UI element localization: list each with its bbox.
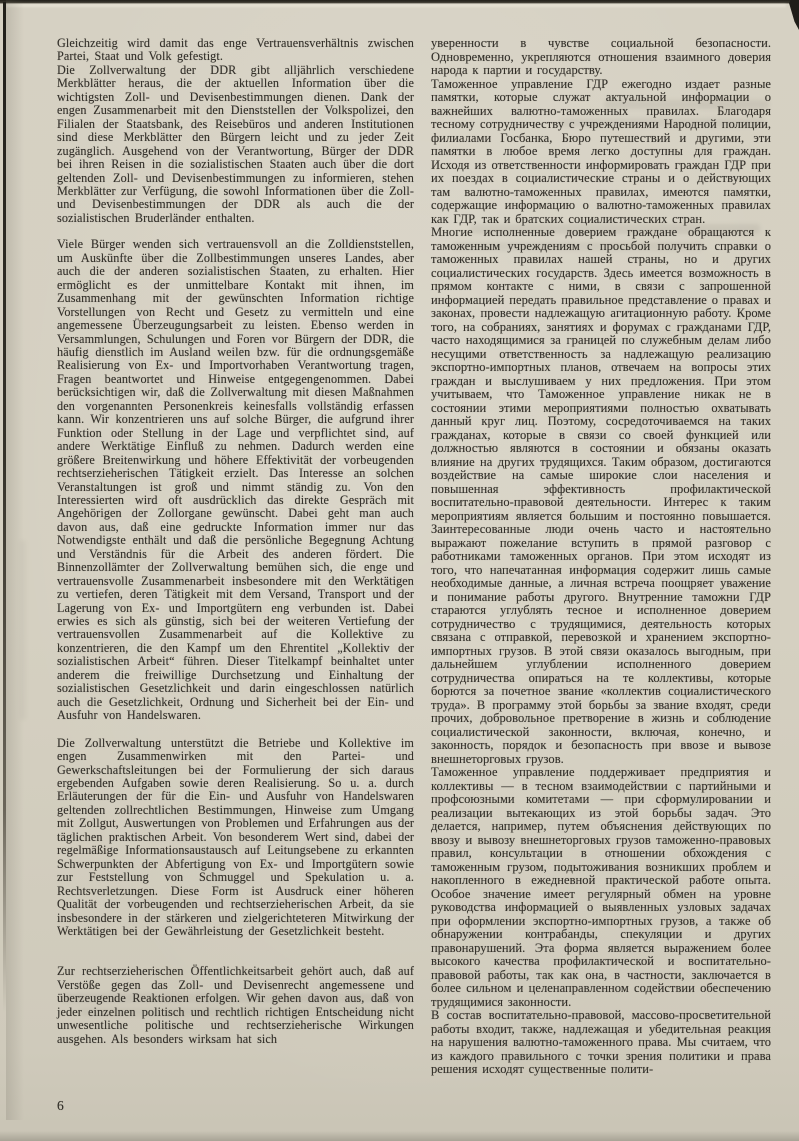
- german-paragraph: Gleichzeitig wird damit das enge Vertrauensverhältnis zwischen Partei, Staat und Volk gefestigt.: [57, 36, 414, 64]
- russian-paragraph: Таможенное управление поддерживает предприятия и коллективы — в тесном взаимодействии с партийными и профсоюзными комитетами — при сформулировании и реализации вытекающих из этой борьбы задач. Это делается, например, путем объяснения действующих по ввозу и вывозу внешнеторговых грузов таможенно-правовых правил, консультации в отношении обхождения с таможенным грузом, подытоживания возникших проблем и накопленного в ежедневной практической работе опыта. Особое значение имеет регулярный обмен на уровне руководства информацией о выявленных узловых задачах при оформлении экспортно-импортных грузов, а также об обнаружении контрабанды, спекуляции и других правонарушений. Эта форма является выражением более высокого качества профилактической и воспитательно-правовой работы, так как она, в частности, заключается в более сильном и целенаправленном содействии обеспечению трудящимися законности.: [431, 765, 771, 1009]
- scan-edge-bottom-shade: [0, 1131, 799, 1141]
- russian-text-column: [431, 37, 771, 1077]
- russian-paragraph: Таможенное управление ГДР ежегодно издает разные памятки, которые служат актуальной информации о важнейших валютно-таможенных правилах. Благодаря тесному сотрудничеству с учреждениями Народной полиции, филиалами Госбанка, Бюро путешествий и другими, эти памятки в любое время легко доступны для граждан. Исходя из ответственности информировать граждан ГДР при их поездах в социалистические страны и о действующих там валютно-таможенных правилах, имеются памятки, содержащие информацию о валютно-таможенных правилах как ГДР, так и братских социалистических стран.: [431, 76, 771, 226]
- german-text-column: [57, 37, 414, 1046]
- german-paragraph: Viele Bürger wenden sich vertrauensvoll an die Zolldienststellen, um Auskünfte über die Zollbestimmungen unseres Landes, aber auch die der anderen sozialistischen Staaten, zu erhalten. Hier ermöglicht es der unmittelbare Kontakt mit ihnen, im Zusammenhang mit der gewünschten Information richtige Vorstellungen von Recht und Gesetz zu vermitteln und eine angemessene Überzeugungsarbeit zu leisten. Ebenso werden in Versammlungen, Schulungen und Foren vor Bürgern der DDR, die häufig dienstlich im Ausland weilen bzw. für die ordnungsgemäße Realisierung von Ex- und Importvorhaben Verantwortung tragen, Fragen beantwortet und Hinweise entgegengenommen. Dabei berücksichtigen wir, daß die Zollverwaltung mit diesen Maßnahmen den vorgenannten Personenkreis keinesfalls vollständig erfassen kann. Wir konzentrieren uns auf solche Bürger, die aufgrund ihrer Funktion oder Stellung in der Lage und verpflichtet sind, auf andere Werktätige Einfluß zu nehmen. Dadurch werden eine größere Breitenwirkung und höhere Effektivität der vorbeugenden rechtserzieherischen Tätigkeit erzielt. Das Interesse an solchen Veranstaltungen ist groß und nimmt ständig zu. Von den Interessierten wird oft ausdrücklich das direkte Gespräch mit Angehörigen der Zollorgane gewünscht. Dabei geht man auch davon aus, daß eine gedruckte Information immer nur das Notwendigste enthält und daß die persönliche Begegnung Achtung und Verständnis für die Arbeit des anderen fördert. Die Binnenzollämter der Zollverwaltung bemühen sich, die enge und vertrauensvolle Zusammenarbeit insbesondere mit den Werktätigen zu vertiefen, deren Tätigkeit mit dem Versand, Transport und der Lagerung von Ex- und Importgütern eng verbunden ist. Dabei erwies es sich als günstig, sich bei der weiteren Vertiefung der vertrauensvollen Zusammenarbeit auf die Kollektive zu konzentrieren, die den Kampf um den Ehrentitel „Kollektiv der sozialistischen Arbeit“ führen. Dieser Titelkampf beinhaltet unter anderem die freiwillige Durchsetzung und Einhaltung der sozialistischen Gesetzlichkeit und darin eingeschlossen natürlich auch die Gesetzlichkeit, Ordnung und Sicherheit bei der Ein- und Ausfuhr von Handelswaren.: [57, 237, 414, 723]
- german-paragraph: Die Zollverwaltung unterstützt die Betriebe und Kollektive im engen Zusammenwirken mit den Partei- und Gewerkschaftsleitungen bei der Formulierung der sich daraus ergebenden Aufgaben sowie deren Realisierung. So u. a. durch Erläuterungen der für die Ein- und Ausfuhr von Handelswaren geltenden zollrechtlichen Bestimmungen, Hinweise zum Umgang mit Zollgut, Auswertungen von Problemen und Erfahrungen aus der täglichen praktischen Arbeit. Von besonderem Wert sind, dabei der regelmäßige Informationsaustausch auf Leitungsebene zu erkannten Schwerpunkten der Abfertigung von Ex- und Importgütern sowie zur Feststellung von Schmuggel und Spekulation u. a. Rechtsverletzungen. Diese Form ist Ausdruck einer höheren Qualität der vorbeugenden und rechtserzieherischen Arbeit, da sie insbesondere in der stärkeren und zielgerichteteren Mitwirkung der Werktätigen bei der Gewährleistung der Gesetzlichkeit besteht.: [57, 735, 414, 938]
- german-paragraph: Zur rechtserzieherischen Öffentlichkeitsarbeit gehört auch, daß auf Verstöße gegen das Zoll- und Devisenrecht angemessene und überzeugende Reaktionen erfolgen. Wir gehen davon aus, daß von jeder einzelnen politisch und rechtlich richtigen Entscheidung nicht unwesentliche politische und rechtserzieherische Wirkungen ausgehen. Als besonders wirksam hat sich: [57, 964, 414, 1046]
- bleed-through-smudge: [20, 540, 26, 720]
- scan-corner-top-right: [789, 0, 799, 30]
- scan-edge-top-highlight: [6, 4, 786, 7]
- page-number: 6: [57, 1098, 64, 1113]
- russian-paragraph: Многие исполненные доверием граждане обращаются к таможенным учреждениям с просьбой получить справки о таможенных правилах нашей страны, но и других социалистических государств. Здесь имеется возможность в прямом контакте с ними, в связи с запрошенной информацией передать правильное представление о правах и законах, провести надлежащую агитационную работу. Кроме того, на собраниях, занятиях и форумах с гражданами ГДР, часто находящимися за границей по служебным делам либо несущими ответственность за надлежащую реализацию экспортно-импортных планов, отвечаем на вопросы этих граждан и выслушиваем у них предложения. При этом учитываем, что Таможенное управление никак не в состоянии этими мероприятиями полностью охватывать данный круг лиц. Поэтому, сосредоточиваемся на таких гражданах, которые в связи со своей функцией или должностью являются в состоянии и обязаны оказать влияние на других трудящихся. Таким образом, достигаются воздействие на самые широкие слои населения и повышенная эффективность профилактической воспитательно-правовой деятельности. Интерес к таким мероприятиям является большим и постоянно повышается. Заинтересованные люди очень часто и настоятельно выражают пожелание вступить в прямой разговор с работниками таможенных органов. При этом исходят из того, что напечатанная информация содержит лишь самые необходимые данные, а личная встреча поощряет уважение и понимание работы другого. Внутренние таможни ГДР стараются углублять тесное и исполненное доверием сотрудничество с трудящимися, деятельность которых связана с отправкой, перевозкой и хранением экспортно-импортных грузов. В этой связи оказалось выгодным, при дальнейшем углублении исполненного доверием сотрудничества опираться на те коллективы, которые борются за почетное звание «коллектив социалистического труда». В программу этой борьбы за звание входят, среди прочих, добровольное претворение в жизнь и соблюдение социалистической законности, включая, конечно, и законность, порядок и безопасность при ввозе и вывозе внешнеторговых грузов.: [431, 225, 771, 766]
- german-paragraph: Die Zollverwaltung der DDR gibt alljährlich verschiedene Merkblätter heraus, die der aktuellen Information über die wichtigsten Zoll- und Devisenbestimmungen dienen. Dank der engen Zusammenarbeit mit den Dienststellen der Volkspolizei, den Filialen der Staatsbank, des Reisebüros und anderen Institutionen sind diese Merkblätter den Bürgern leicht und zu jeder Zeit zugänglich. Ausgehend von der Verantwortung, Bürger der DDR bei ihren Reisen in die sozialistischen Staaten auch über die dort geltenden Zoll- und Devisenbestimmungen zu informieren, stehen Merkblätter zur Verfügung, die sowohl Informationen über die Zoll- und Devisenbestimmungen der DDR als auch die der sozialistischen Bruderländer enthalten.: [57, 62, 414, 225]
- russian-paragraph: В состав воспитательно-правовой, массово-просветительной работы входит, также, надлежащая и убедительная реакция на нарушения валютно-таможенного права. Мы считаем, что из каждого правильного с точки зрения политики и права решения исходят существенные полити-: [431, 1008, 771, 1076]
- russian-paragraph: уверенности в чувстве социальной безопасности. Одновременно, укрепляются отношения взаимного доверия народа к партии и государству.: [431, 36, 771, 77]
